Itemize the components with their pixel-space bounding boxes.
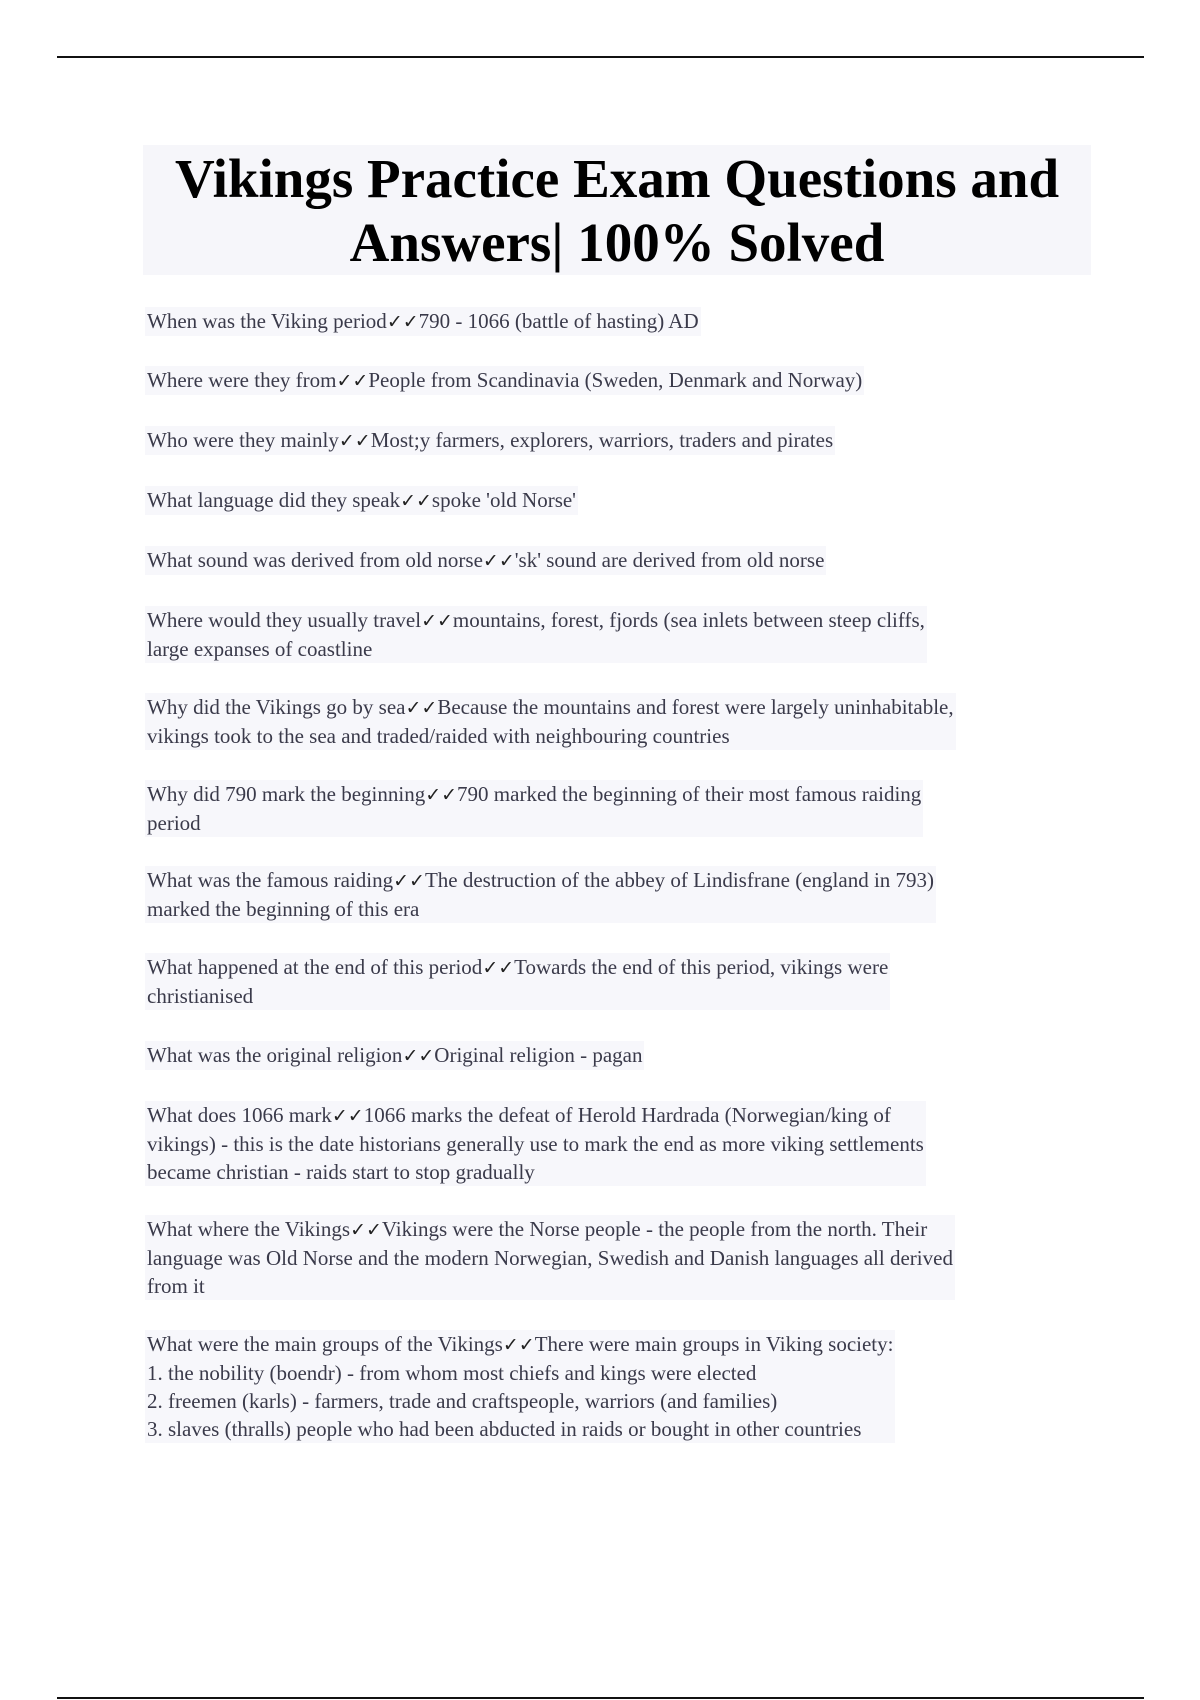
title-line-1: Vikings Practice Exam Questions and bbox=[174, 148, 1060, 209]
qa-line bbox=[147, 426, 833, 455]
qa-line bbox=[147, 1041, 642, 1070]
qa-item bbox=[145, 953, 890, 1010]
question-text: Who were they mainly bbox=[147, 428, 339, 452]
qa-line bbox=[147, 486, 576, 515]
bottom-rule bbox=[57, 1697, 1144, 1699]
qa-item bbox=[145, 366, 864, 395]
qa-line bbox=[147, 953, 888, 982]
double-check-icon: ✓✓ bbox=[400, 490, 432, 512]
double-check-icon: ✓✓ bbox=[402, 1045, 435, 1067]
qa-item bbox=[145, 693, 956, 750]
qa-line bbox=[147, 546, 824, 575]
answer-text: spoke 'old Norse' bbox=[431, 488, 576, 512]
qa-item bbox=[145, 486, 578, 515]
top-rule bbox=[57, 56, 1144, 58]
question-text: What sound was derived from old norse bbox=[147, 548, 483, 572]
qa-line bbox=[147, 366, 862, 395]
answer-text: marked the beginning of this era bbox=[147, 897, 420, 921]
answer-text: vikings took to the sea and traded/raided with neighbouring countries bbox=[147, 724, 730, 748]
qa-line bbox=[147, 307, 699, 336]
qa-line bbox=[147, 866, 934, 895]
answer-text: period bbox=[147, 811, 201, 835]
double-check-icon: ✓✓ bbox=[502, 1334, 535, 1356]
answer-text: Because the mountains and forest were largely uninhabitable, bbox=[437, 695, 954, 719]
answer-text: 790 marked the beginning of their most famous raiding bbox=[457, 782, 922, 806]
question-text: When was the Viking period bbox=[147, 309, 387, 333]
answer-text: 3. slaves (thralls) people who had been abducted in raids or bought in other countries bbox=[147, 1417, 862, 1441]
answer-text: vikings) - this is the date historians generally use to mark the end as more viking settlements bbox=[147, 1132, 924, 1156]
double-check-icon: ✓✓ bbox=[336, 370, 369, 392]
double-check-icon: ✓✓ bbox=[405, 697, 438, 719]
qa-item bbox=[145, 606, 927, 663]
question-text: What language did they speak bbox=[147, 488, 401, 512]
question-text: Why did the Vikings go by sea bbox=[147, 695, 406, 719]
question-text: What where the Vikings bbox=[147, 1217, 351, 1241]
qa-item bbox=[145, 307, 701, 336]
answer-text: large expanses of coastline bbox=[147, 637, 373, 661]
qa-item bbox=[145, 1101, 926, 1186]
answer-text: 2. freemen (karls) - farmers, trade and craftspeople, warriors (and families) bbox=[147, 1389, 778, 1413]
double-check-icon: ✓✓ bbox=[331, 1105, 364, 1127]
qa-item bbox=[145, 780, 923, 837]
question-text: What does 1066 mark bbox=[147, 1103, 332, 1127]
answer-text: mountains, forest, fjords (sea inlets between steep cliffs, bbox=[452, 608, 925, 632]
question-text: Why did 790 mark the beginning bbox=[147, 782, 426, 806]
double-check-icon: ✓✓ bbox=[482, 550, 515, 572]
question-text: Where would they usually travel bbox=[147, 608, 422, 632]
qa-line bbox=[147, 1101, 924, 1130]
answer-text: language was Old Norse and the modern Norwegian, Swedish and Danish languages all derived bbox=[147, 1246, 953, 1270]
question-text: What happened at the end of this period bbox=[147, 955, 483, 979]
qa-line bbox=[147, 780, 921, 809]
question-text: What were the main groups of the Vikings bbox=[147, 1332, 503, 1356]
double-check-icon: ✓✓ bbox=[482, 957, 515, 979]
double-check-icon: ✓✓ bbox=[421, 610, 453, 632]
answer-text: Towards the end of this period, vikings were bbox=[514, 955, 889, 979]
answer-text: Vikings were the Norse people - the people from the north. Their bbox=[381, 1217, 928, 1241]
double-check-icon: ✓✓ bbox=[425, 784, 458, 806]
question-text: Where were they from bbox=[147, 368, 337, 392]
answer-text: 'sk' sound are derived from old norse bbox=[514, 548, 825, 572]
answer-text: There were main groups in Viking society: bbox=[534, 1332, 894, 1356]
double-check-icon: ✓✓ bbox=[338, 430, 371, 452]
qa-item bbox=[145, 546, 826, 575]
qa-item bbox=[145, 866, 936, 923]
answer-text: christianised bbox=[147, 984, 254, 1008]
qa-item bbox=[145, 1041, 644, 1070]
double-check-icon: ✓✓ bbox=[350, 1219, 382, 1241]
question-text: What was the famous raiding bbox=[147, 868, 394, 892]
qa-line bbox=[147, 606, 925, 635]
answer-text: 790 - 1066 (battle of hasting) AD bbox=[418, 309, 699, 333]
double-check-icon: ✓✓ bbox=[393, 870, 425, 892]
qa-item bbox=[145, 426, 835, 455]
question-text: What was the original religion bbox=[147, 1043, 403, 1067]
title-line-2: Answers| 100% Solved bbox=[349, 212, 885, 273]
answer-text: People from Scandinavia (Sweden, Denmark and Norway) bbox=[368, 368, 863, 392]
answer-text: The destruction of the abbey of Lindisfrane (england in 793) bbox=[424, 868, 935, 892]
answer-text: 1066 marks the defeat of Herold Hardrada (Norwegian/king of bbox=[363, 1103, 891, 1127]
qa-line bbox=[147, 1215, 953, 1244]
qa-line bbox=[147, 693, 954, 722]
answer-text: Original religion - pagan bbox=[434, 1043, 643, 1067]
qa-item bbox=[145, 1330, 895, 1443]
answer-text: became christian - raids start to stop gradually bbox=[147, 1160, 535, 1184]
answer-text: Most;y farmers, explorers, warriors, traders and pirates bbox=[370, 428, 834, 452]
qa-item bbox=[145, 1215, 955, 1300]
answer-text: 1. the nobility (boendr) - from whom most chiefs and kings were elected bbox=[147, 1361, 757, 1385]
answer-text: from it bbox=[147, 1274, 205, 1298]
document-title bbox=[143, 145, 1091, 275]
double-check-icon: ✓✓ bbox=[386, 311, 419, 333]
qa-line bbox=[147, 1330, 893, 1359]
